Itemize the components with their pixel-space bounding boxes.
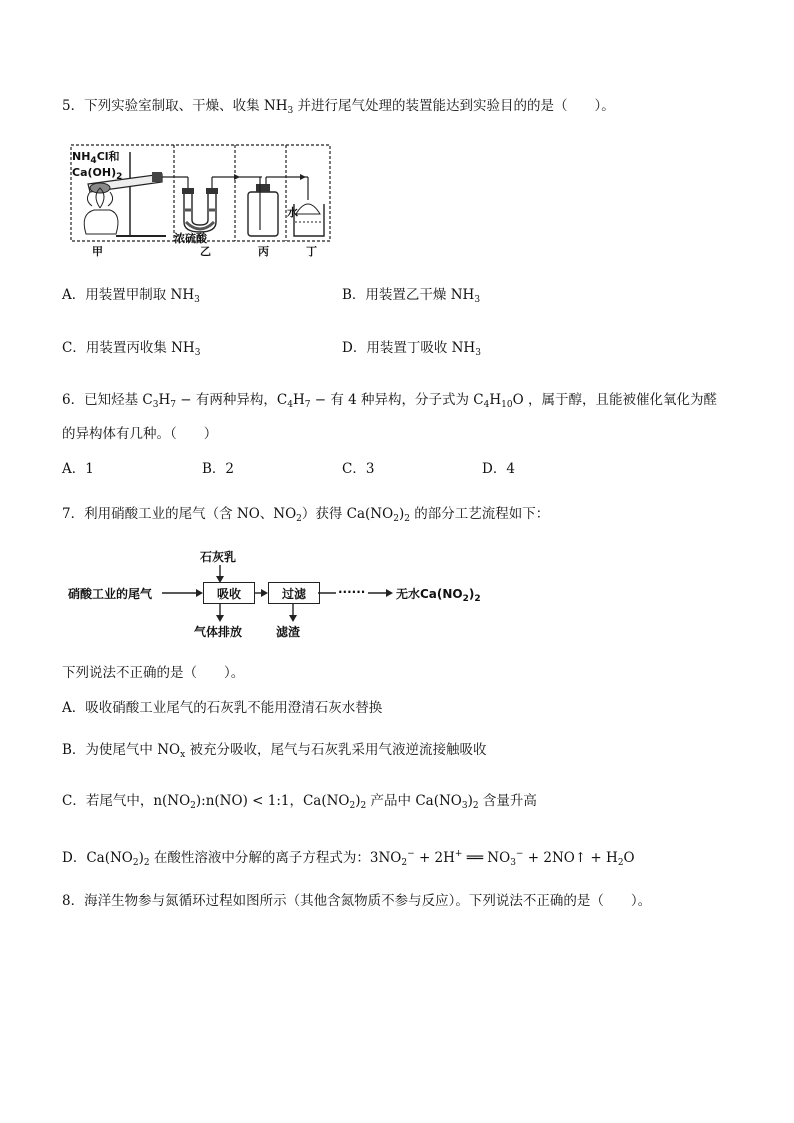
label-bing: 丙 <box>258 245 269 258</box>
q7-option-c[interactable]: C．若尾气中，$n(NO_2):n(NO)$ < 1:1，$Ca(NO_2)_2$ 产品中 $Ca(NO_3)_2$ 含量升高 <box>62 793 537 811</box>
q7-option-b[interactable]: B．为使尾气中 $NO_x$ 被充分吸收，尾气与石灰乳采用气液逆流接触吸收 <box>62 742 487 760</box>
q6-option-d[interactable]: D．4 <box>482 461 515 477</box>
q6-option-b[interactable]: B．2 <box>202 461 235 477</box>
flow-filter-box: 过滤 <box>268 582 320 604</box>
q7-option-d[interactable]: D．$Ca(NO_2)_2$ 在酸性溶液中分解的离子方程式为：$3NO_2^- + 2H^+$ ══ $NO_3^-$ + 2NO↑ + $H_2O$ <box>62 849 635 868</box>
conc-acid-label: 浓硫酸 <box>174 232 207 245</box>
water-label: 水 <box>287 206 298 219</box>
q6-stem-line1: 6．已知烃基 $C_3H_7$ − 有两种异构，$C_4H_7$ − 有 4 种异构，分子式为 $C_4H_{10}O$ ，属于醇，且能被催化氧化为醛 <box>62 392 717 410</box>
q5-option-c[interactable]: C．用装置丙收集 $NH_3$ <box>62 340 201 358</box>
flow-input-label: 硝酸工业的尾气 <box>68 587 153 601</box>
flow-dots: ······ <box>338 585 366 599</box>
flow-lime-label: 石灰乳 <box>200 550 237 564</box>
flow-residue-label: 滤渣 <box>276 625 301 639</box>
q7-process-flow <box>68 548 488 640</box>
q6-stem-line2: 的异构体有几种。（ ） <box>62 426 218 442</box>
q5-stem: 5．下列实验室制取、干燥、收集 $NH_3$ 并进行尾气处理的装置能达到实验目的的是（ ）。 <box>62 98 615 116</box>
q7-question: 下列说法不正确的是（ ）。 <box>62 665 245 681</box>
q5-option-d[interactable]: D．用装置丁吸收 $NH_3$ <box>342 340 481 358</box>
q8-stem: 8．海洋生物参与氮循环过程如图所示（其他含氮物质不参与反应）。下列说法不正确的是（ ）。 <box>62 893 652 909</box>
label-yi: 乙 <box>200 245 211 258</box>
flow-absorb-box: 吸收 <box>203 582 255 604</box>
q7-option-a[interactable]: A．吸收硝酸工业尾气的石灰乳不能用澄清石灰水替换 <box>62 700 383 716</box>
label-jia: 甲 <box>92 245 103 258</box>
flow-gas-out-label: 气体排放 <box>194 625 243 639</box>
q5-option-b[interactable]: B．用装置乙干燥 $NH_3$ <box>342 287 481 305</box>
reagent-label: $NH_4Cl$和 $Ca(OH)_2$ <box>72 150 123 182</box>
flow-product-label: 无水$Ca(NO_2)_2$ <box>396 587 481 604</box>
q5-apparatus-figure <box>70 144 332 260</box>
q7-stem: 7．利用硝酸工业的尾气（含 NO、$NO_2$）获得 $Ca(NO_2)_2$ 的部分工艺流程如下： <box>62 506 550 524</box>
q5-option-a[interactable]: A．用装置甲制取 $NH_3$ <box>62 287 200 305</box>
label-ding: 丁 <box>306 245 317 258</box>
q6-option-c[interactable]: C．3 <box>342 461 375 477</box>
q6-option-a[interactable]: A．1 <box>62 461 94 477</box>
